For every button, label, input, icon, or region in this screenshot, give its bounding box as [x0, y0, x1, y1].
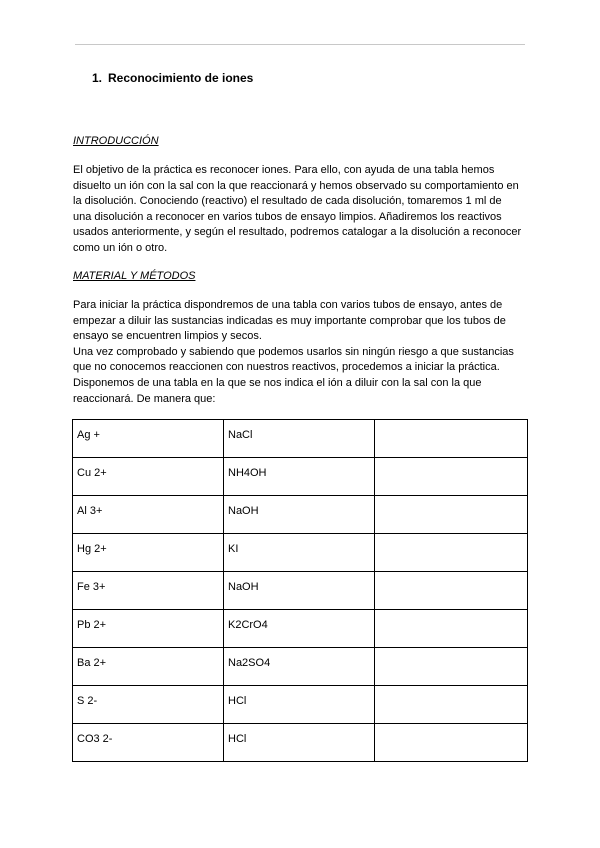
- reactivo-cell-text: HCl: [228, 733, 247, 745]
- ion-cell: [73, 572, 224, 610]
- resultado-cell: [375, 496, 528, 534]
- reactivo-cell: [224, 458, 375, 496]
- ion-cell-text: CO3 2-: [77, 733, 113, 745]
- table-row: [73, 648, 528, 686]
- section-heading: [92, 71, 253, 85]
- reactivo-cell: [224, 724, 375, 762]
- ion-cell-text: Ba 2+: [77, 657, 107, 669]
- ion-cell: [73, 534, 224, 572]
- reactivo-cell: [224, 648, 375, 686]
- resultado-cell-text: [379, 648, 527, 657]
- table-row: [73, 420, 528, 458]
- resultado-cell: [375, 534, 528, 572]
- paragraph-line: empezar a diluir las sustancias indicadas es muy importante comprobar que los tubos de: [73, 314, 506, 327]
- resultado-cell: [375, 572, 528, 610]
- ion-cell-text: S 2-: [77, 695, 98, 707]
- reactivo-cell: [224, 610, 375, 648]
- paragraph-line: como un ión o otro.: [73, 241, 168, 254]
- resultado-cell-text: [379, 496, 527, 505]
- paragraph-line: reaccionará. De manera que:: [73, 392, 216, 405]
- paragraph-line: Disponemos de una tabla en la que se nos indica el ión a diluir con la sal con la que: [73, 376, 482, 389]
- ion-cell: [73, 610, 224, 648]
- ion-cell-text: Fe 3+: [77, 581, 106, 593]
- paragraph-line: disuelto un ión con la sal con la que reaccionará y hemos observado su comportamiento en: [73, 179, 519, 192]
- table-row: [73, 496, 528, 534]
- material-title: MATERIAL Y MÉTODOS: [73, 270, 196, 282]
- reactivo-cell: [224, 534, 375, 572]
- ion-cell-text: Ag +: [77, 429, 100, 441]
- resultado-cell: [375, 724, 528, 762]
- reactivo-cell-text: NaOH: [228, 505, 259, 517]
- ion-cell: [73, 724, 224, 762]
- paragraph-line: Una vez comprobado y sabiendo que podemos usarlos sin ningún riesgo a que sustancias: [73, 345, 514, 358]
- ion-cell-text: Al 3+: [77, 505, 103, 517]
- resultado-cell: [375, 458, 528, 496]
- ion-cell: [73, 686, 224, 724]
- paragraph-line: Para iniciar la práctica dispondremos de una tabla con varios tubos de ensayo, antes de: [73, 299, 503, 311]
- reactivo-cell-text: KI: [228, 543, 239, 555]
- ion-cell: [73, 420, 224, 458]
- ion-cell-text: Hg 2+: [77, 543, 107, 555]
- resultado-cell-text: [379, 458, 527, 467]
- ion-cell: [73, 648, 224, 686]
- ion-cell: [73, 496, 224, 534]
- ion-cell-text: Pb 2+: [77, 619, 107, 631]
- table-row: [73, 686, 528, 724]
- reactivo-cell: [224, 686, 375, 724]
- resultado-cell-text: [379, 420, 527, 429]
- heading-title: Reconocimiento de iones: [108, 71, 254, 85]
- resultado-cell-text: [379, 610, 527, 619]
- header-rule: [75, 44, 525, 45]
- table-row: [73, 534, 528, 572]
- table-row: [73, 724, 528, 762]
- reactivo-cell-text: HCl: [228, 695, 247, 707]
- resultado-cell: [375, 420, 528, 458]
- reactivo-cell-text: NH4OH: [228, 467, 267, 479]
- paragraph-line: una disolución a reconocer en varios tubos de ensayo limpios. Añadiremos los reactivos: [73, 210, 502, 223]
- table-row: [73, 458, 528, 496]
- paragraph-line: la disolución. Conociendo (reactivo) el resultado de cada disolución, tomaremos 1 ml de: [73, 195, 502, 208]
- ions-table: [72, 419, 528, 762]
- reactivo-cell: [224, 572, 375, 610]
- resultado-cell: [375, 610, 528, 648]
- introduccion-paragraph: [73, 163, 533, 257]
- material-paragraph: [73, 298, 533, 407]
- reactivo-cell-text: NaCl: [228, 429, 253, 441]
- reactivo-cell: [224, 496, 375, 534]
- table-row: [73, 610, 528, 648]
- resultado-cell-text: [379, 686, 527, 695]
- table-row: [73, 572, 528, 610]
- reactivo-cell-text: NaOH: [228, 581, 259, 593]
- resultado-cell-text: [379, 572, 527, 581]
- resultado-cell: [375, 686, 528, 724]
- paragraph-line: ensayo se encuentren limpios y secos.: [73, 330, 262, 343]
- resultado-cell: [375, 648, 528, 686]
- paragraph-line: usados anteriormente, y según el resultado, podremos catalogar a la disolución a reconocer: [73, 226, 522, 239]
- reactivo-cell-text: Na2SO4: [228, 657, 271, 669]
- resultado-cell-text: [379, 724, 527, 733]
- paragraph-line: El objetivo de la práctica es reconocer iones. Para ello, con ayuda de una tabla hemos: [73, 164, 495, 176]
- reactivo-cell: [224, 420, 375, 458]
- introduccion-title: INTRODUCCIÓN: [73, 135, 159, 147]
- ion-cell-text: Cu 2+: [77, 467, 107, 479]
- heading-number: 1.: [92, 71, 103, 85]
- paragraph-line: que no conocemos reaccionen con nuestros reactivos, procedemos a iniciar la práctica.: [73, 361, 500, 374]
- ion-cell: [73, 458, 224, 496]
- resultado-cell-text: [379, 534, 527, 543]
- reactivo-cell-text: K2CrO4: [228, 619, 268, 631]
